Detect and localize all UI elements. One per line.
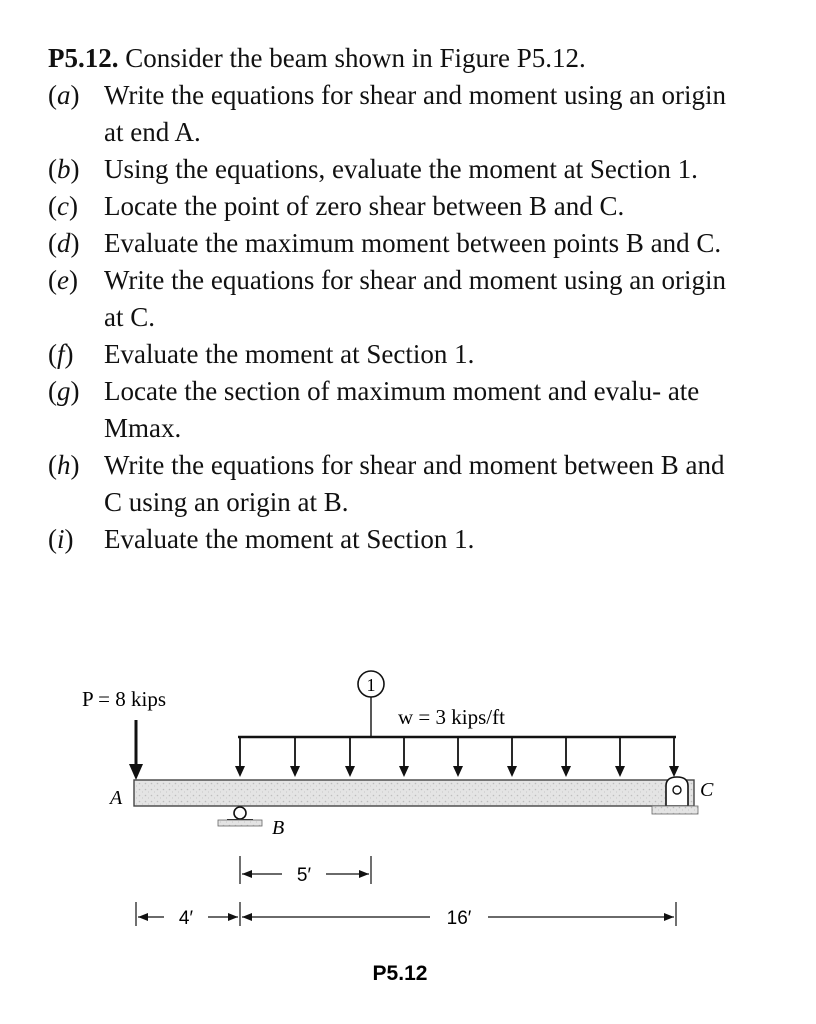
beam-figure	[60, 662, 760, 1002]
point-load-label: P = 8 kips	[82, 687, 166, 711]
dimension-5ft-label: 5′	[296, 865, 312, 886]
part-d-text: Evaluate the maximum moment between points B and C.	[104, 228, 722, 258]
problem-statement: Consider the beam shown in Figure P5.12.	[125, 43, 586, 73]
part-c: (c) Locate the point of zero shear between B and C.	[48, 191, 625, 221]
support-b	[218, 807, 262, 826]
part-a-tag: a	[57, 80, 71, 110]
part-g-text: Locate the section of maximum moment and evalu- ate Mmax.	[104, 376, 700, 443]
part-e-tag: e	[57, 265, 69, 295]
part-g: (g) Locate the section of maximum moment and evalu- ate Mmax.	[48, 376, 700, 443]
part-b-tag: b	[57, 154, 71, 184]
dimension-4ft-label: 4′	[178, 908, 194, 929]
part-c-text: Locate the point of zero shear between B and C.	[104, 191, 625, 221]
problem-text	[48, 40, 748, 558]
part-h-text: Write the equations for shear and moment between B and C using an origin at B.	[104, 450, 725, 517]
part-i: (i) Evaluate the moment at Section 1.	[48, 524, 475, 554]
point-load-arrowhead	[129, 764, 143, 780]
part-d: (d) Evaluate the maximum moment between points B and C.	[48, 228, 722, 258]
figure-caption: P5.12	[372, 962, 428, 985]
part-f-text: Evaluate the moment at Section 1.	[104, 339, 475, 369]
part-a-text: Write the equations for shear and moment using an origin at end A.	[104, 80, 727, 147]
part-b-text: Using the equations, evaluate the moment at Section 1.	[104, 154, 698, 184]
part-c-tag: c	[57, 191, 69, 221]
distributed-load-label: w = 3 kips/ft	[398, 705, 505, 729]
section-1-label: 1	[366, 675, 376, 695]
label-a: A	[110, 787, 123, 809]
part-i-tag: i	[57, 524, 65, 554]
part-g-tag: g	[57, 376, 71, 406]
part-a: (a) Write the equations for shear and moment using an origin at end A.	[48, 80, 727, 147]
label-c: C	[700, 779, 714, 801]
problem-heading	[48, 40, 748, 77]
part-h: (h) Write the equations for shear and moment between B and C using an origin at B.	[48, 450, 725, 517]
beam-diagram	[60, 662, 760, 1002]
part-b: (b) Using the equations, evaluate the moment at Section 1.	[48, 154, 698, 184]
part-e: (e) Write the equations for shear and moment using an origin at C.	[48, 265, 727, 332]
part-d-tag: d	[57, 228, 71, 258]
beam	[134, 780, 694, 806]
distributed-load-arrows	[235, 737, 679, 777]
part-e-text: Write the equations for shear and moment using an origin at C.	[104, 265, 727, 332]
dimension-16ft-label: 16′	[446, 908, 472, 929]
part-h-tag: h	[57, 450, 71, 480]
part-i-text: Evaluate the moment at Section 1.	[104, 524, 475, 554]
part-f-tag: f	[57, 339, 65, 369]
label-b: B	[272, 817, 285, 839]
part-f: (f) Evaluate the moment at Section 1.	[48, 339, 475, 369]
problem-number: P5.12.	[48, 43, 119, 73]
